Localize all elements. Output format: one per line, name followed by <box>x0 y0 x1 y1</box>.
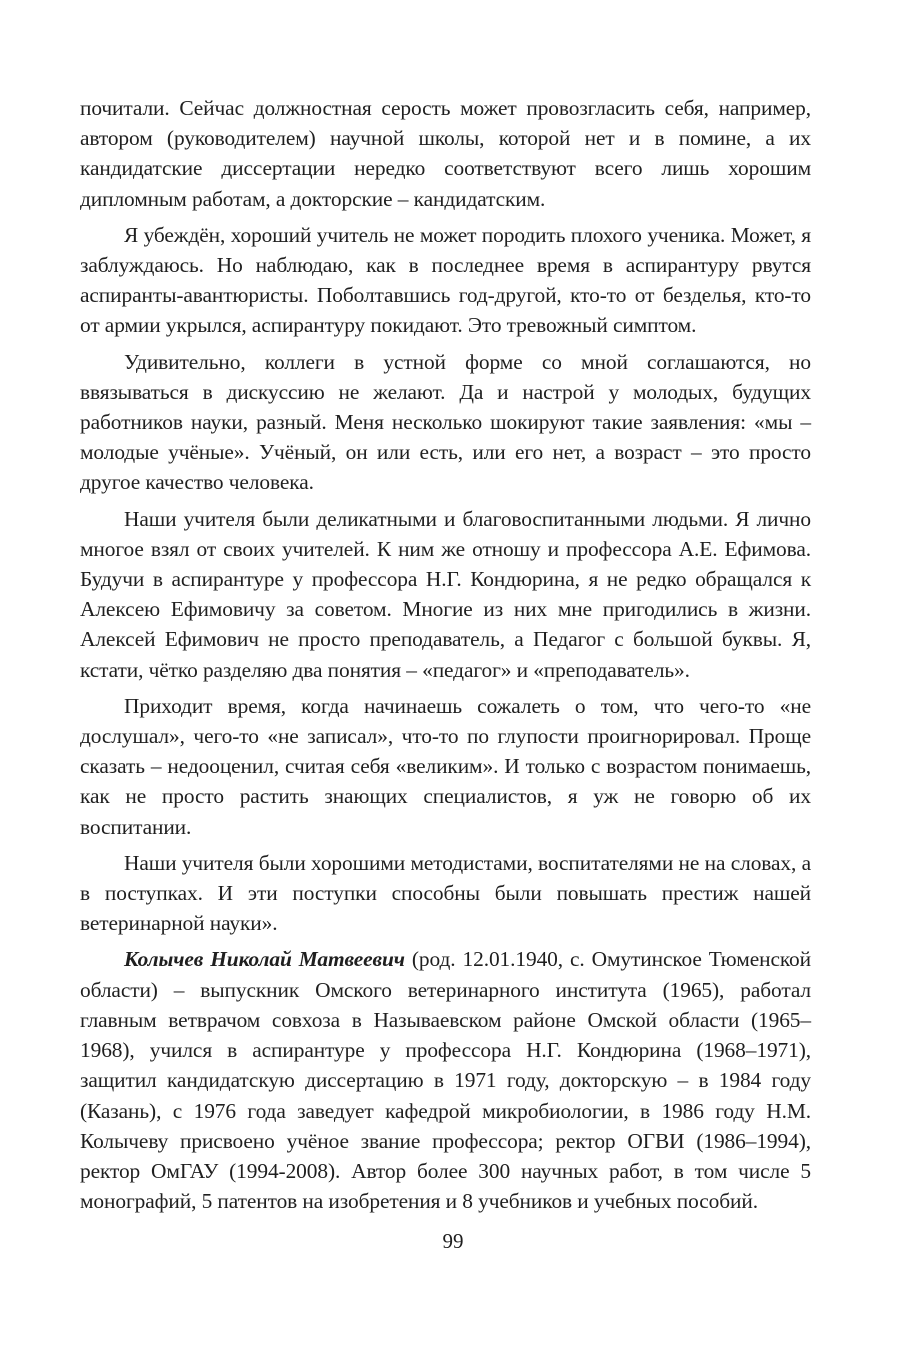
body-text <box>80 93 811 1222</box>
paragraph-5: Приходит время, когда начинаешь сожалеть о том, что чего-то «не дослушал», чего-то «не записал», что-то по глупости проигнорировал. Проще сказать – недооценил, считая себя «великим». И только с возрастом понимаешь, как не просто растить знающих специалистов, я уж не говорю об их воспитании. <box>80 693 811 839</box>
biography-name: Колычев Николай Матвеевич <box>124 947 405 972</box>
biography-text: (род. 12.01.1940, с. Омутинское Тюменской области) – выпускник Омского ветеринарного института (1965), работал главным ветврачом совхоза в Называевском районе Омской области (1965–1968), учился в аспирантуре у профессора Н.Г. Кондюрина (1968–1971), защитил кандидатскую диссертацию в 1971 году, докторскую – в 1984 году (Казань), с 1976 года заведует кафедрой микробиологии, в 1986 году Н.М. Колычеву присвоено учёное звание профессора; ректор ОГВИ (1986–1994), ректор ОмГАУ (1994-2008). Автор более 300 научных работ, в том числе 5 монографий, 5 патентов на изобретения и 8 учебников и учебных пособий. <box>80 947 811 1214</box>
paragraph-2: Я убеждён, хороший учитель не может породить плохого ученика. Может, я заблуждаюсь. Но наблюдаю, как в последнее время в аспирантуру рвутся аспиранты-авантюристы. Поболтавшись год-другой, кто-то от безделья, кто-то от армии укрылся, аспирантуру покидают. Это тревожный симптом. <box>80 222 811 338</box>
paragraph-4: Наши учителя были деликатными и благовоспитанными людьми. Я лично многое взял от своих учителей. К ним же отношу и профессора А.Е. Ефимова. Будучи в аспирантуре у профессора Н.Г. Кондюрина, я не редко обращался к Алексею Ефимовичу за советом. Многие из них мне пригодились в жизни. Алексей Ефимович не просто преподаватель, а Педагог с большой буквы. Я, кстати, чётко разделяю два понятия – «педагог» и «преподаватель». <box>80 506 811 682</box>
paragraph-6: Наши учителя были хорошими методистами, воспитателями не на словах, а в поступках. И эти поступки способны были повышать престиж нашей ветеринарной науки». <box>80 850 811 936</box>
paragraph-3: Удивительно, коллеги в устной форме со мной соглашаются, но ввязываться в дискуссию не желают. Да и настрой у молодых, будущих работников науки, разный. Меня несколько шокируют такие заявления: «мы – молодые учёные». Учёный, он или есть, или его нет, а возраст – это просто другое качество человека. <box>80 349 811 495</box>
paragraph-1: почитали. Сейчас должностная серость может провозгласить себя, например, автором (руководителем) научной школы, которой нет и в помине, а их кандидатские диссертации нередко соответствуют всего лишь хорошим дипломным работам, а докторские – кандидатским. <box>80 96 811 211</box>
page-number: 99 <box>442 1229 464 1253</box>
biography-paragraph <box>80 944 811 1216</box>
